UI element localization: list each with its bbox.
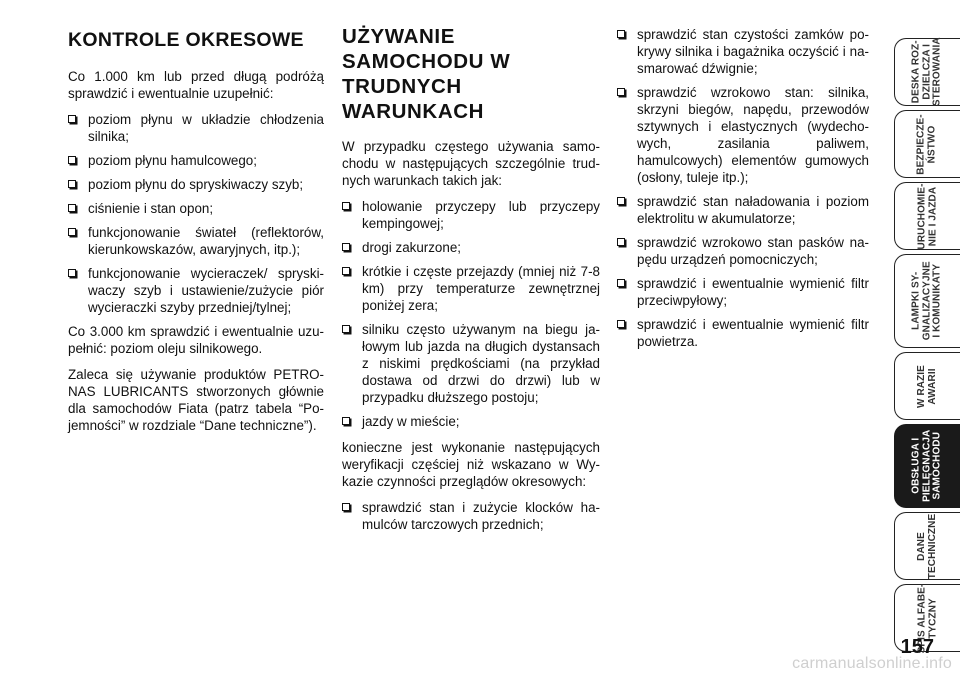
list-item: sprawdzić wzrokowo stan: silnika, skrzyni biegów, napędu, przewodów sztywnych i elastycznych (wydecho-wych, zasilania paliwem, hamulcowych) elementów gumowych (osłony, tuleje itp.); xyxy=(617,84,869,186)
tab-safety[interactable]: BEZPIECZE- ŃSTWO xyxy=(894,110,960,178)
checkbox-bullet-icon xyxy=(617,197,625,205)
list-item: funkcjonowanie wycieraczek/ spryski-waczy szyb i ustawienie/zużycie piór wycieraczki szyby przedniej/tylnej; xyxy=(68,265,324,316)
checkbox-bullet-icon xyxy=(68,228,76,236)
tab-starting-driving[interactable]: URUCHOMIE- NIE I JAZDA xyxy=(894,182,960,250)
column-difficult-conditions xyxy=(342,24,600,533)
checkbox-bullet-icon xyxy=(68,269,76,277)
paragraph-petronas: Zaleca się używanie produktów PETRO-NAS LUBRICANTS stworzonych głównie dla samochodów Fiata (patrz tabela “Po-jemności” w rozdziale “Dane techniczne”). xyxy=(68,367,324,433)
section-title-periodic-checks: KONTROLE OKRESOWE xyxy=(68,29,304,51)
checkbox-bullet-icon xyxy=(617,279,625,287)
paragraph-intro-1000km: Co 1.000 km lub przed długą podróżą sprawdzić i ewentualnie uzupełnić: xyxy=(68,69,324,101)
watermark-text: carmanualsonline.info xyxy=(792,655,952,672)
checklist-1000km xyxy=(68,111,324,316)
checkbox-bullet-icon xyxy=(68,115,76,123)
checkbox-bullet-icon xyxy=(342,325,350,333)
checkbox-bullet-icon xyxy=(342,267,350,275)
checkbox-bullet-icon xyxy=(342,503,350,511)
paragraph-verifications: konieczne jest wykonanie następujących weryfikacji częściej niż wskazano w Wy-kazie czynności przeglądów okresowych: xyxy=(342,440,600,489)
verifications-list-cont xyxy=(617,26,869,350)
list-item: krótkie i częste przejazdy (mniej niż 7-8 km) przy temperaturze zewnętrznej poniżej zera; xyxy=(342,263,600,314)
tab-alphabetical-index[interactable]: SPIS ALFABE- TYCZNY xyxy=(894,584,960,652)
tab-warning-lights[interactable]: LAMPKI SY- GNALIZACYJNE I KOMUNIKATY xyxy=(894,254,960,348)
list-item: jazdy w mieście; xyxy=(342,413,600,430)
checkbox-bullet-icon xyxy=(68,204,76,212)
list-item: ciśnienie i stan opon; xyxy=(68,200,324,217)
page-number: 157 xyxy=(900,636,934,658)
column-periodic-checks xyxy=(68,24,324,443)
paragraph-3000km: Co 3.000 km sprawdzić i ewentualnie uzu-pełnić: poziom oleju silnikowego. xyxy=(68,324,324,356)
tab-emergency[interactable]: W RAZIE AWARII xyxy=(894,352,960,420)
list-item: sprawdzić stan i zużycie klocków ha-mulców tarczowych przednich; xyxy=(342,499,600,533)
checkbox-bullet-icon xyxy=(342,243,350,251)
section-title-difficult-conditions: UŻYWANIE SAMOCHODU W TRUDNYCH WARUNKACH xyxy=(342,25,511,123)
checkbox-bullet-icon xyxy=(342,202,350,210)
list-item: poziom płynu do spryskiwaczy szyb; xyxy=(68,176,324,193)
list-item: sprawdzić wzrokowo stan pasków na-pędu urządzeń pomocniczych; xyxy=(617,234,869,268)
tab-technical-data[interactable]: DANE TECHNICZNE xyxy=(894,512,960,580)
paragraph-conditions-intro: W przypadku częstego używania samo-chodu w następujących szczególnie trud-nych warunkach takich jak: xyxy=(342,139,600,188)
list-item: silniku często używanym na biegu ja-łowym lub jazda na długich dystansach z niskimi prędkościami (na przykład dostawa od drzwi do drzwi) lub w przypadku dłuższego postoju; xyxy=(342,321,600,406)
checkbox-bullet-icon xyxy=(617,88,625,96)
verifications-list xyxy=(342,499,600,533)
list-item: holowanie przyczepy lub przyczepy kempingowej; xyxy=(342,198,600,232)
checkbox-bullet-icon xyxy=(617,30,625,38)
tab-dashboard-controls[interactable]: DESKA ROZ- DZIELCZA I STEROWANIA xyxy=(894,38,960,106)
list-item: sprawdzić i ewentualnie wymienić filtr przeciwpyłowy; xyxy=(617,275,869,309)
column-verifications-cont xyxy=(617,26,869,357)
checkbox-bullet-icon xyxy=(617,238,625,246)
checkbox-bullet-icon xyxy=(617,320,625,328)
list-item: sprawdzić stan naładowania i poziom elektrolitu w akumulatorze; xyxy=(617,193,869,227)
list-item: poziom płynu hamulcowego; xyxy=(68,152,324,169)
list-item: drogi zakurzone; xyxy=(342,239,600,256)
list-item: sprawdzić i ewentualnie wymienić filtr powietrza. xyxy=(617,316,869,350)
checkbox-bullet-icon xyxy=(342,417,350,425)
checkbox-bullet-icon xyxy=(68,180,76,188)
conditions-list xyxy=(342,198,600,430)
list-item: funkcjonowanie świateł (reflektorów, kierunkowskazów, awaryjnych, itp.); xyxy=(68,224,324,258)
tab-maintenance-care[interactable]: OBSŁUGA I PIELĘGNACJA SAMOCHODU xyxy=(894,424,960,508)
list-item: poziom płynu w układzie chłodzenia silnika; xyxy=(68,111,324,145)
checkbox-bullet-icon xyxy=(68,156,76,164)
list-item: sprawdzić stan czystości zamków po-krywy silnika i bagażnika oczyścić i na-smarować dźwignie; xyxy=(617,26,869,77)
